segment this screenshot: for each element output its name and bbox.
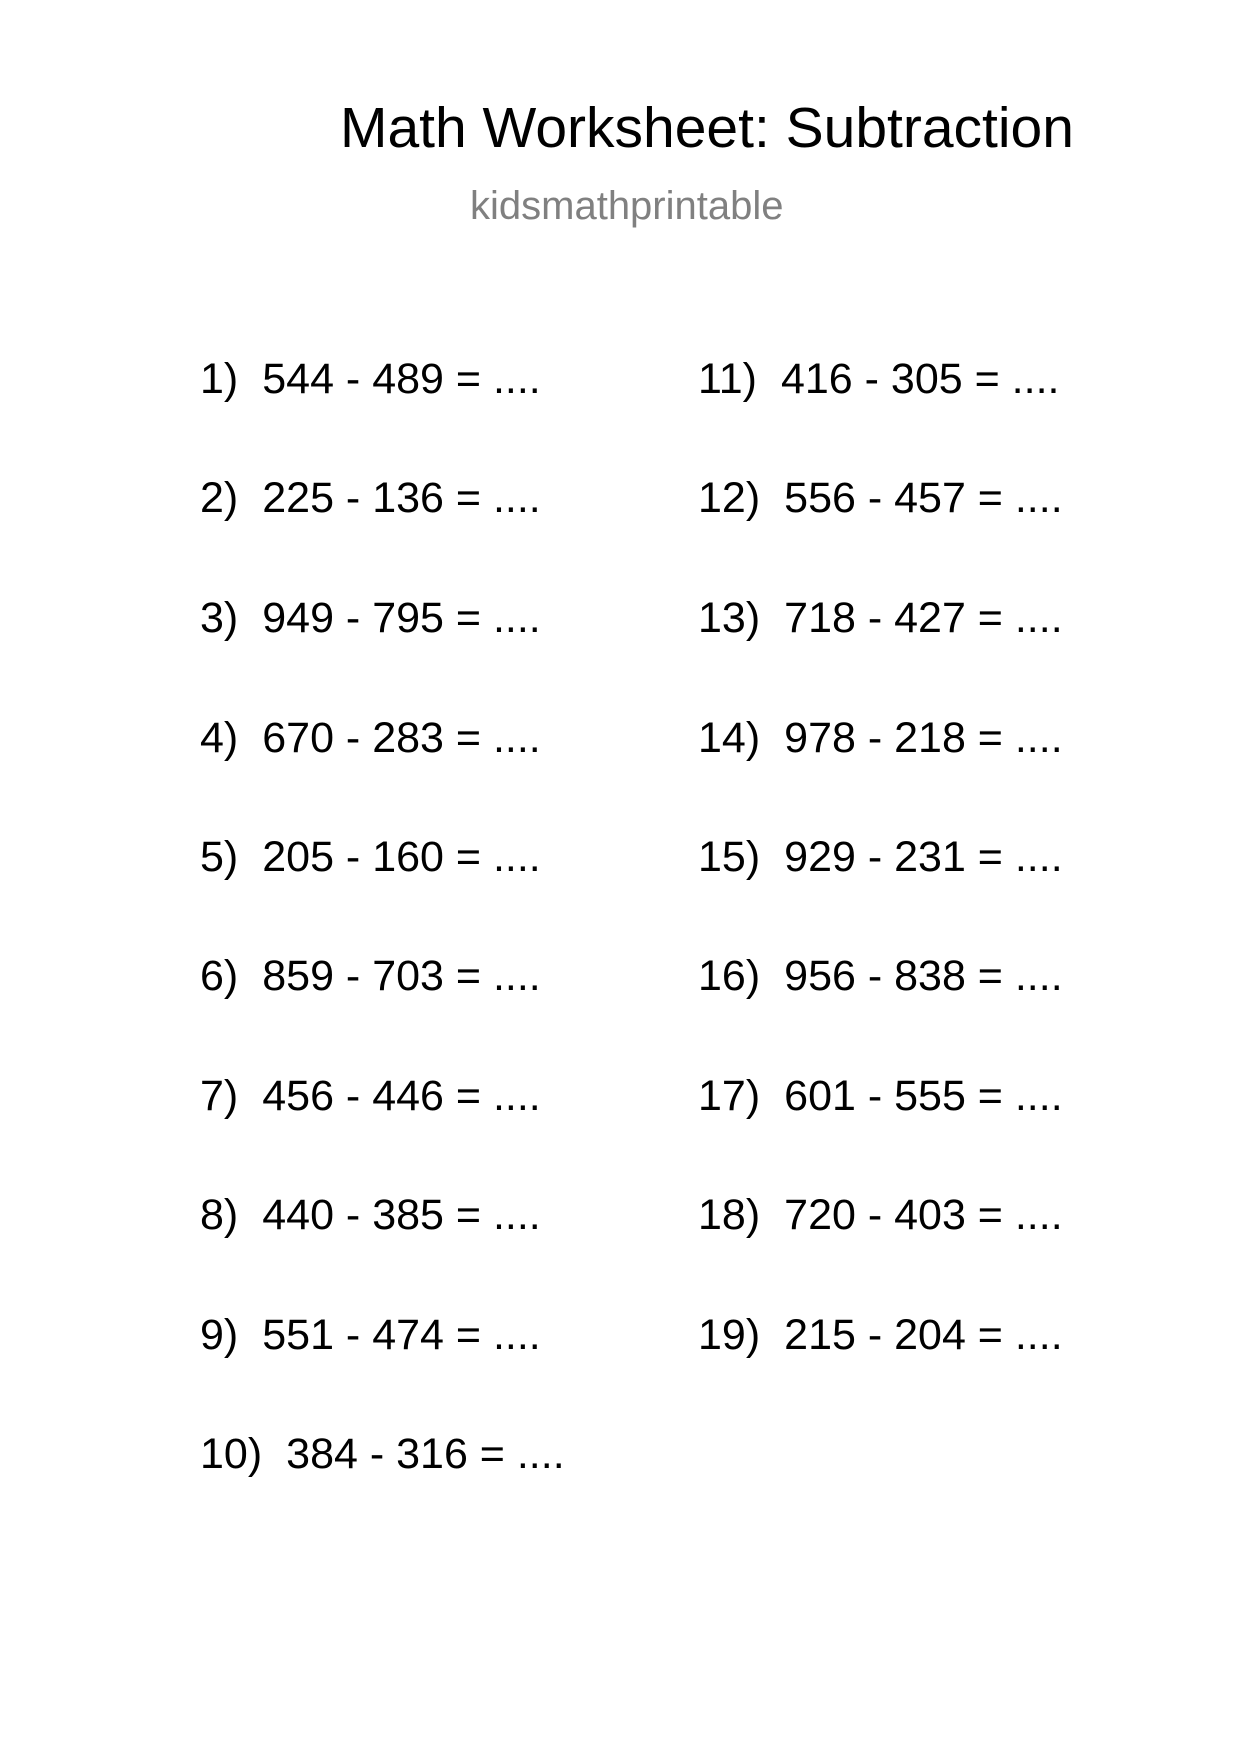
problem-item [200,833,541,881]
problem-expression: 859 - 703 = .... [262,952,541,1000]
problem-expression: 670 - 283 = .... [262,714,541,762]
problem-expression: 949 - 795 = .... [262,594,541,642]
problem-number: 8) [200,1191,239,1239]
problem-expression: 978 - 218 = .... [784,714,1063,762]
problem-item [200,594,541,642]
problem-item [698,474,1063,522]
problem-item [698,355,1060,403]
problem-expression: 551 - 474 = .... [262,1311,541,1359]
problem-item [698,1072,1063,1120]
problem-item [200,1191,541,1239]
problem-number: 7) [200,1072,239,1120]
problem-item [200,474,541,522]
problem-item [698,714,1063,762]
problem-expression: 205 - 160 = .... [262,833,541,881]
problem-number: 10) [200,1430,263,1478]
problem-item [200,1430,565,1478]
problem-number: 3) [200,594,239,642]
problem-number: 11) [698,355,757,403]
worksheet-subtitle: kidsmathprintable [470,184,784,228]
problem-expression: 720 - 403 = .... [784,1191,1063,1239]
problem-item [200,355,541,403]
problem-number: 18) [698,1191,761,1239]
problem-number: 17) [698,1072,761,1120]
problem-item [698,594,1063,642]
problem-number: 1) [200,355,239,403]
problem-number: 13) [698,594,761,642]
problem-number: 15) [698,833,761,881]
problem-number: 6) [200,952,239,1000]
problem-expression: 929 - 231 = .... [784,833,1063,881]
problem-item [698,952,1063,1000]
problem-expression: 556 - 457 = .... [784,474,1063,522]
problem-item [698,1311,1063,1359]
problem-number: 14) [698,714,761,762]
problem-expression: 544 - 489 = .... [262,355,541,403]
problem-expression: 718 - 427 = .... [784,594,1063,642]
problem-expression: 601 - 555 = .... [784,1072,1063,1120]
problem-number: 12) [698,474,761,522]
problem-item [698,833,1063,881]
problem-number: 2) [200,474,239,522]
problem-number: 19) [698,1311,761,1359]
problem-item [698,1191,1063,1239]
problem-item [200,1311,541,1359]
problem-expression: 440 - 385 = .... [262,1191,541,1239]
problem-expression: 456 - 446 = .... [262,1072,541,1120]
problem-number: 4) [200,714,239,762]
problem-expression: 416 - 305 = .... [780,355,1060,403]
problem-item [200,952,541,1000]
problem-expression: 384 - 316 = .... [286,1430,565,1478]
problem-number: 16) [698,952,761,1000]
problem-expression: 215 - 204 = .... [784,1311,1063,1359]
problem-expression: 225 - 136 = .... [262,474,541,522]
problem-number: 9) [200,1311,239,1359]
problem-item [200,714,541,762]
worksheet-title: Math Worksheet: Subtraction [340,96,1074,160]
problem-number: 5) [200,833,239,881]
problem-expression: 956 - 838 = .... [784,952,1063,1000]
problem-item [200,1072,541,1120]
